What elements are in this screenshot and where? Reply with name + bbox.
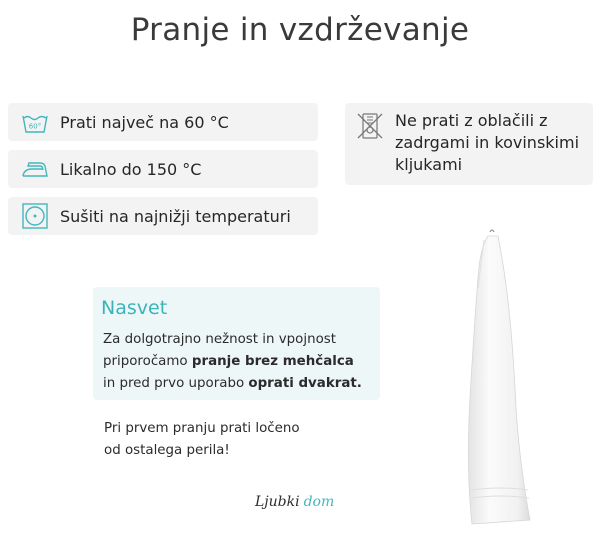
logo-part-1: Ljubki [255, 494, 300, 510]
wash-60-icon [20, 107, 50, 137]
care-item-wash [8, 103, 318, 141]
care-item-iron [8, 150, 318, 188]
tip-body [103, 329, 378, 395]
wash-note [104, 418, 364, 462]
hanging-towel-image [450, 228, 540, 528]
no-zippers-icon [355, 111, 385, 141]
tip-title: Nasvet [101, 297, 168, 319]
tip-line-2: priporočamo pranje brez mehčalca [103, 354, 354, 369]
svg-text:60°: 60° [28, 122, 42, 131]
tip-line-1: Za dolgotrajno nežnost in vpojnost [103, 332, 336, 347]
page-title: Pranje in vzdrževanje [130, 12, 470, 48]
tumble-dry-low-icon [20, 201, 50, 231]
logo-part-2: dom [303, 494, 335, 510]
brand-logo [255, 494, 334, 510]
care-item-zippers [345, 103, 593, 185]
tip-line-3: in pred prvo uporabo oprati dvakrat. [103, 376, 362, 391]
iron-icon [20, 154, 50, 184]
care-iron-label: Likalno do 150 °C [60, 159, 202, 179]
care-item-dry [8, 197, 318, 235]
note-line-2: od ostalega perila! [104, 443, 230, 458]
care-zippers-label: Ne prati z oblačili z zadrgami in kovinskimi kljukami [395, 111, 580, 174]
care-dry-label: Sušiti na najnižji temperaturi [60, 206, 291, 226]
care-wash-label: Prati največ na 60 °C [60, 112, 229, 132]
tip-box [93, 287, 380, 400]
note-line-1: Pri prvem pranju prati ločeno [104, 421, 300, 436]
